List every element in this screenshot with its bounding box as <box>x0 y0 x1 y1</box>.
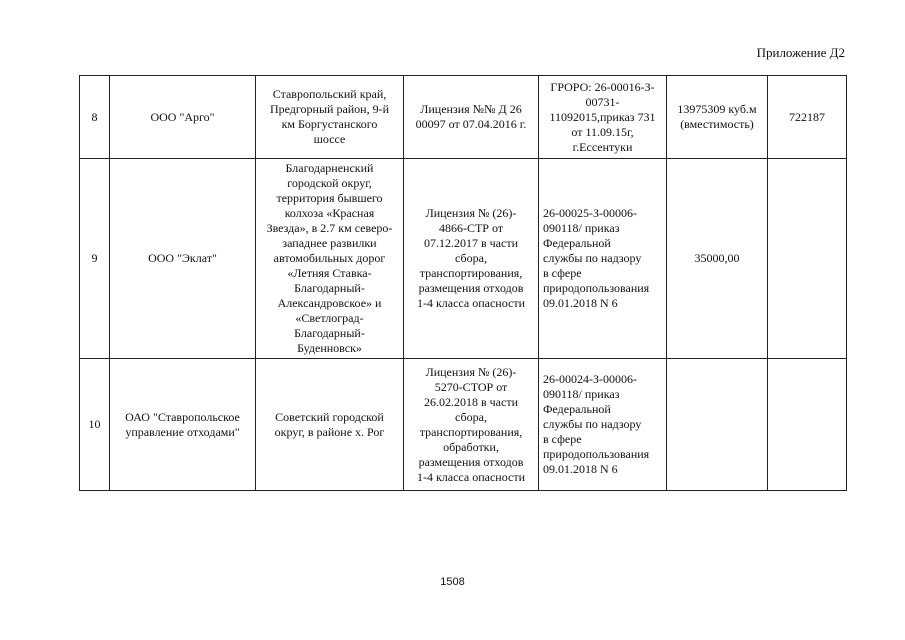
row-number: 8 <box>91 109 98 124</box>
capacity-cell <box>667 76 768 159</box>
extra-value-cell <box>768 159 847 359</box>
location-text: Ставропольский край, Предгорный район, 9-й км Боргустанского шоссе <box>269 87 390 146</box>
groro-text: ГРОРО: 26-00016-З- 00731- 11092015,приказ 731 от 11.09.15г, г.Ессентуки <box>549 79 656 154</box>
page-number: 1508 <box>440 576 465 588</box>
table-row <box>80 76 847 159</box>
organization-cell <box>110 76 256 159</box>
organization-name: ОАО "Ставропольское управление отходами" <box>125 409 240 439</box>
location-cell <box>256 359 404 491</box>
location-text: Благодарненский городской округ, территория бывшего колхоза «Красная Звезда», в 2.7 км северо- западнее развилки автомобильных дорог «Летняя Ставка- Благодарный- Александровское» и «Светлоград- Благодарный- Буденновск» <box>266 161 393 355</box>
registry-table <box>79 75 847 491</box>
groro-text: 26-00024-З-00006- 090118/ приказ Федеральной службы по надзору в сфере природопользования 09.01.2018 N 6 <box>543 372 650 476</box>
table-row <box>80 159 847 359</box>
location-text: Советский городской округ, в районе х. Рог <box>274 409 385 439</box>
appendix-label: Приложение Д2 <box>756 45 845 60</box>
extra-value-cell <box>768 76 847 159</box>
extra-value: 722187 <box>789 109 825 124</box>
capacity-text: 13975309 куб.м (вместимость) <box>677 102 757 131</box>
location-cell <box>256 159 404 359</box>
row-number-cell <box>80 159 110 359</box>
groro-text: 26-00025-З-00006- 090118/ приказ Федеральной службы по надзору в сфере природопользования 09.01.2018 N 6 <box>543 206 650 310</box>
row-number-cell <box>80 76 110 159</box>
capacity-cell <box>667 159 768 359</box>
license-text: Лицензия № (26)- 4866-СТР от 07.12.2017 в части сбора, транспортирования, размещения отходов 1-4 класса опасности <box>416 206 526 310</box>
capacity-text: 35000,00 <box>694 251 740 265</box>
license-cell <box>404 159 539 359</box>
row-number: 9 <box>91 251 98 265</box>
row-number-cell <box>80 359 110 491</box>
organization-name: ООО "Эклат" <box>148 251 217 265</box>
groro-cell <box>539 359 667 491</box>
row-number: 10 <box>88 417 101 431</box>
license-cell <box>404 359 539 491</box>
location-cell <box>256 76 404 159</box>
license-text: Лицензия № (26)- 5270-СТОР от 26.02.2018 в части сбора, транспортирования, обработки, размещения отходов 1-4 класса опасности <box>416 364 526 484</box>
organization-cell <box>110 159 256 359</box>
capacity-cell <box>667 359 768 491</box>
extra-value-cell <box>768 359 847 491</box>
license-text: Лицензия №№ Д 26 00097 от 07.04.2016 г. <box>415 102 527 131</box>
groro-cell <box>539 159 667 359</box>
organization-cell <box>110 359 256 491</box>
table-row <box>80 359 847 491</box>
license-cell <box>404 76 539 159</box>
groro-cell <box>539 76 667 159</box>
organization-name: ООО "Арго" <box>150 109 215 124</box>
